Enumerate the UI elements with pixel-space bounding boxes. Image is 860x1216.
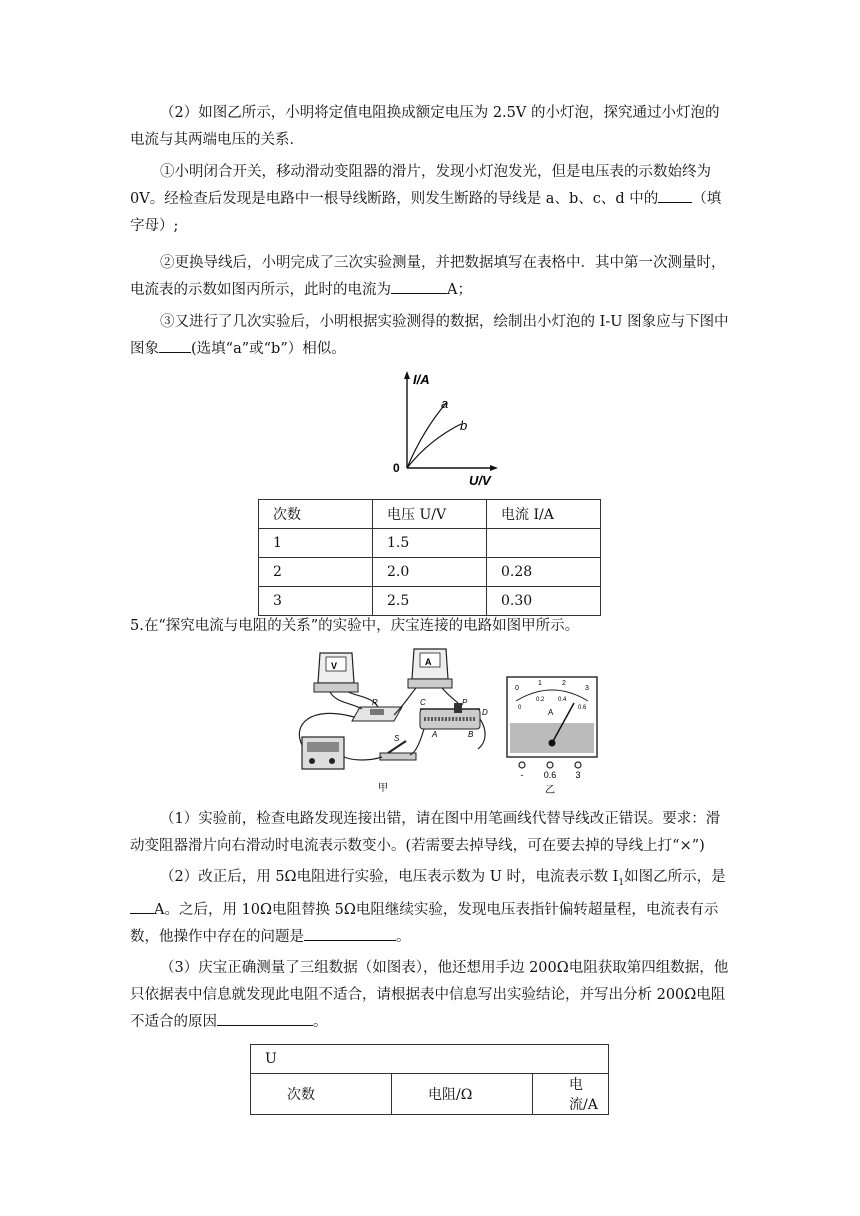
table-row	[259, 529, 601, 558]
q4-data-table	[258, 499, 601, 616]
table-header-cell: 电阻/Ω	[392, 1074, 533, 1115]
table-row	[259, 558, 601, 587]
q4-item2-tail: A；	[447, 282, 472, 298]
curve-a	[407, 402, 447, 468]
label-C: C	[420, 698, 426, 707]
ammeter	[408, 649, 452, 688]
table-header-cell: 电压 U/V	[373, 500, 487, 529]
q5-data-table	[250, 1044, 609, 1115]
label-S: S	[394, 734, 400, 743]
q5-part2-text: 如图乙所示，是	[624, 869, 726, 885]
label-R: R	[372, 698, 378, 707]
fig-jia-caption: 甲	[378, 783, 388, 794]
outer-scale-label: 0	[515, 685, 519, 692]
q5-part2-text: A。之后，用 10Ω电阻替换 5Ω电阻继续实验，发现电压表指针偏转超量程，电流表有示数，他操作中存在的问题是	[130, 901, 719, 945]
q5-title: 5.在“探究电流与电阻的关系”的实验中，庆宝连接的电路如图甲所示。	[130, 618, 580, 634]
q4-item3-tail: (选填“a”或“b”）相似。	[191, 341, 346, 357]
table-cell: 1.5	[373, 529, 487, 558]
terminal-3	[575, 762, 581, 768]
q4-item2	[130, 250, 730, 304]
label-D: D	[482, 708, 488, 717]
table-cell: 3	[259, 587, 373, 616]
q4-item3-text: ③又进行了几次实验后，小明根据实验测得的数据，绘制出小灯泡的 I-U 图象应与下图中图象	[130, 314, 729, 357]
outer-scale-label: 3	[585, 685, 589, 692]
origin-label: 0	[393, 461, 400, 475]
table-cell: 0.28	[487, 558, 601, 587]
terminal-label: 3	[575, 770, 581, 780]
terminal-label: -	[520, 770, 524, 780]
table-cell: 2.5	[373, 587, 487, 616]
q5-part3-text: （3）庆宝正确测量了三组数据（如图表），他还想用手边 200Ω电阻获取第四组数据，他只依据表中信息就发现此电阻不适合，请根据表中信息写出实验结论，并写出分析 200Ω电阻不适合的原因	[130, 960, 729, 1030]
switch	[380, 741, 416, 760]
curve-b	[407, 424, 461, 468]
dial-unit-label: A	[548, 708, 554, 717]
table-cell-editable[interactable]	[487, 529, 601, 558]
outer-scale-label: 2	[562, 680, 566, 687]
terminal-0-6	[547, 762, 553, 768]
inner-scale-label: 0.4	[558, 697, 567, 703]
answer-blank-current[interactable]	[391, 278, 447, 294]
q5-part3-end: 。	[313, 1014, 328, 1030]
inner-scale-label: 0.6	[578, 705, 587, 711]
table-cell: 0.30	[487, 587, 601, 616]
q5-part2-subscript: 1	[618, 877, 625, 888]
label-A: A	[432, 730, 438, 739]
q4-item1-tail: （填字母）;	[130, 191, 722, 234]
table-cell: 1	[259, 529, 373, 558]
voltmeter	[314, 653, 358, 692]
q4-item2-text: ②更换导线后，小明完成了三次实验测量，并把数据填写在表格中．其中第一次测量时，电流表的示数如图丙所示，此时的电流为	[130, 255, 726, 298]
x-axis-label: U/V	[469, 473, 491, 488]
ammeter-label: A	[425, 657, 432, 667]
curve-b-label: b	[460, 418, 468, 433]
battery-box	[302, 737, 344, 769]
y-axis-arrow	[404, 371, 410, 379]
inner-scale-label: 0.2	[536, 697, 545, 703]
voltmeter-label: V	[331, 661, 338, 671]
ammeter-dial-figure-yi	[502, 675, 602, 797]
q4-item1	[130, 159, 730, 240]
rheostat-slider	[454, 703, 462, 713]
answer-blank-problem[interactable]	[304, 925, 396, 941]
table-cell: 2.0	[373, 558, 487, 587]
table-header-cell: 次数	[259, 500, 373, 529]
q4-part2-intro: （2）如图乙所示，小明将定值电阻换成额定电压为 2.5V 的小灯泡，探究通过小灯泡的电流与其两端电压的关系．	[130, 105, 720, 148]
inner-scale-label: 0	[518, 705, 522, 711]
q5-part2	[130, 864, 730, 951]
table-top-cell: U	[251, 1045, 609, 1074]
y-axis-label: I/A	[413, 372, 430, 387]
x-axis-arrow	[490, 465, 498, 471]
terminal-minus	[519, 762, 525, 768]
table-header-cell: 次数	[251, 1074, 392, 1115]
q5-part3	[130, 955, 730, 1036]
table-top-row	[251, 1045, 609, 1074]
resistor	[370, 709, 384, 715]
q4-item1-text: ①小明闭合开关，移动滑动变阻器的滑片，发现小灯泡发光，但是电压表的示数始终为 0V。经检查后发现是电路中一根导线断路，则发生断路的导线是 a、b、c、d 中的	[130, 164, 711, 207]
iu-graph	[385, 368, 505, 490]
fig-yi-caption: 乙	[545, 785, 555, 796]
q5-part2-text: （2）改正后，用 5Ω电阻进行实验，电压表示数为 U 时，电流表示数 I	[160, 869, 619, 885]
table-cell: 2	[259, 558, 373, 587]
label-P: P	[462, 698, 468, 707]
answer-blank-wire[interactable]	[658, 187, 692, 203]
table-header-cell: 电流/A	[533, 1074, 609, 1115]
label-B: B	[468, 730, 474, 739]
circuit-figure-jia	[290, 645, 490, 797]
q5-part2-end: 。	[396, 928, 411, 945]
dial-base	[510, 723, 594, 753]
rheostat	[420, 703, 480, 729]
answer-blank-reason[interactable]	[217, 1010, 313, 1026]
table-header-row	[251, 1074, 609, 1115]
answer-blank-graph[interactable]	[159, 337, 191, 353]
answer-blank-current-reading[interactable]	[130, 898, 154, 914]
q5-part1: （1）实验前，检查电路发现连接出错，请在图中用笔画线代替导线改正错误。要求：滑动变阻器滑片向右滑动时电流表示数变小。(若需要去掉导线，可在要去掉的导线上打“×”)	[130, 811, 721, 854]
q4-item3	[130, 309, 730, 363]
curve-a-label: a	[441, 396, 449, 411]
table-header-cell: 电流 I/A	[487, 500, 601, 529]
outer-scale-label: 1	[538, 680, 542, 687]
table-row	[259, 587, 601, 616]
terminal-label: 0.6	[543, 770, 557, 780]
needle-pivot	[549, 740, 556, 747]
table-header-row	[259, 500, 601, 529]
